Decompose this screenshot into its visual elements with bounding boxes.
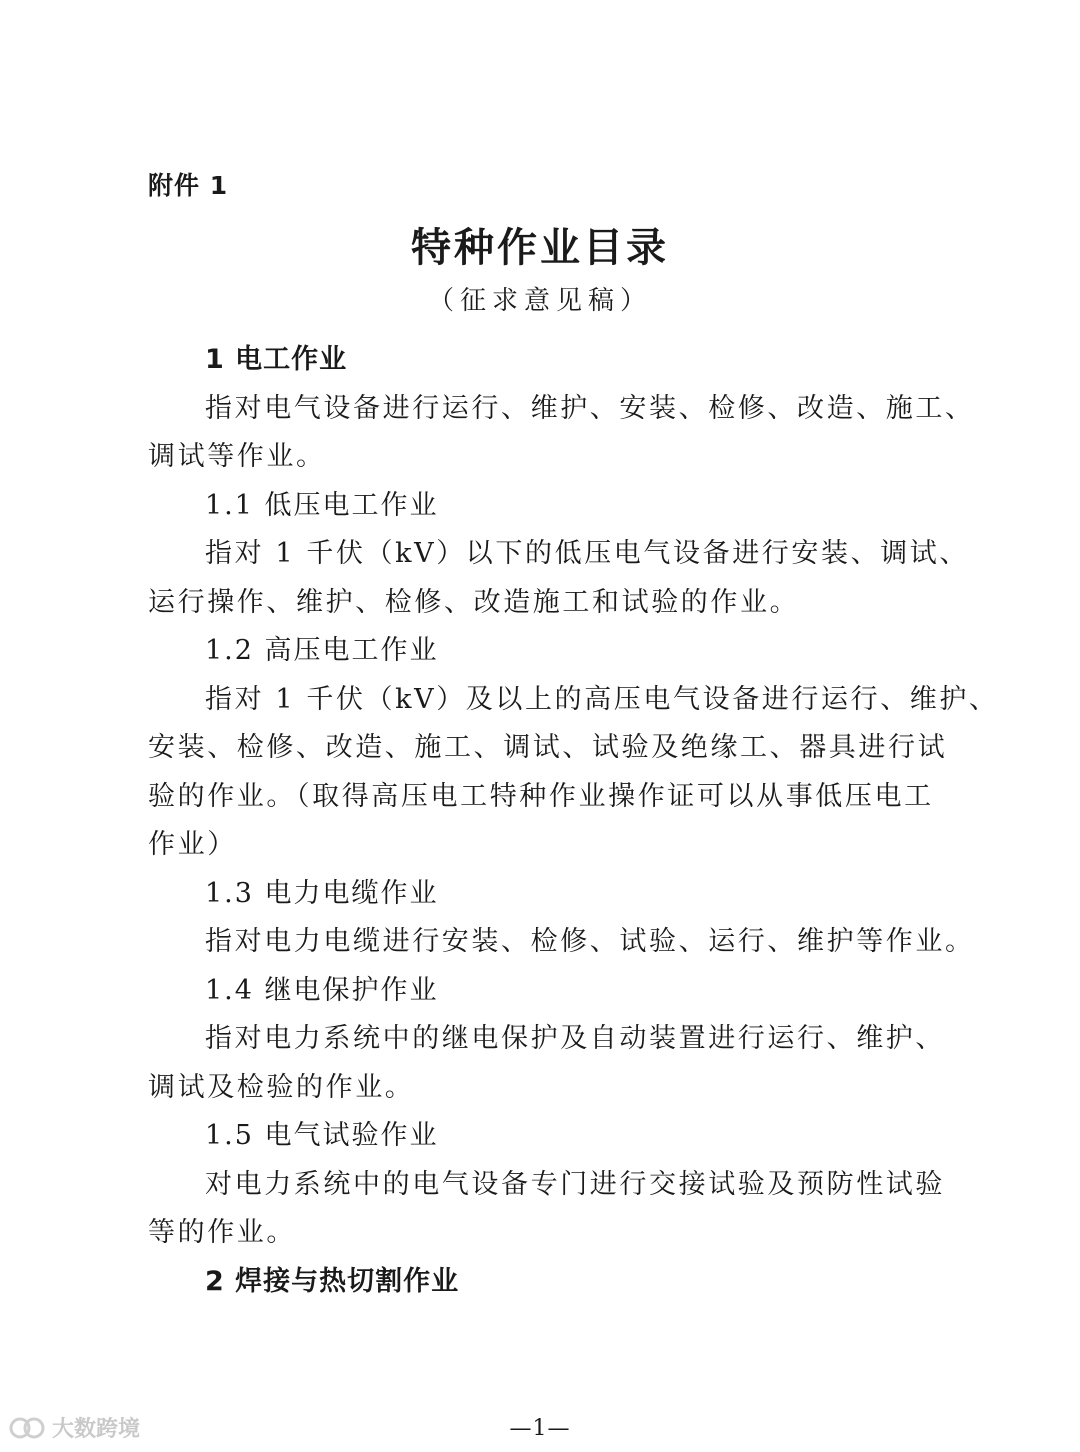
page-title: 特种作业目录 — [411, 225, 669, 271]
paragraph-line: 调试及检验的作业。 — [148, 1071, 415, 1103]
paragraph-line: 验的作业。（取得高压电工特种作业操作证可以从事低压电工 — [148, 780, 934, 812]
page-number: —1— — [509, 1416, 571, 1441]
paragraph-line: 对电力系统中的电气设备专门进行交接试验及预防性试验 — [205, 1168, 945, 1200]
subsection-heading: 1.4 继电保护作业 — [205, 974, 439, 1006]
subsection-heading: 1.5 电气试验作业 — [205, 1120, 439, 1151]
subsection-heading: 1.3 电力电缆作业 — [205, 877, 439, 909]
watermark-text: 大数跨境 — [52, 1417, 141, 1442]
subsection-heading: 1.2 高压电工作业 — [205, 635, 439, 666]
subsection-heading: 1.1 低压电工作业 — [205, 489, 439, 521]
section-heading: 2 焊接与热切割作业 — [205, 1265, 460, 1297]
paragraph-line: 安装、检修、改造、施工、调试、试验及绝缘工、器具进行试 — [148, 732, 948, 763]
paragraph-line: 指对电力电缆进行安装、检修、试验、运行、维护等作业。 — [205, 926, 975, 957]
paragraph-line: 调试等作业。 — [148, 441, 326, 472]
document-body — [148, 336, 999, 1306]
page-subtitle: （征求意见稿） — [427, 286, 652, 316]
paragraph-line: 指对电力系统中的继电保护及自动装置进行运行、维护、 — [205, 1023, 945, 1054]
section-heading: 1 电工作业 — [205, 344, 348, 375]
paragraph-line: 指对电气设备进行运行、维护、安装、检修、改造、施工、 — [205, 392, 975, 424]
paragraph-line: 作业） — [148, 829, 237, 860]
paragraph-line: 指对 1 千伏（kV）及以上的高压电气设备进行运行、维护、 — [205, 683, 999, 715]
attachment-label: 附件 1 — [148, 171, 229, 200]
paragraph-line: 等的作业。 — [148, 1217, 296, 1248]
paragraph-line: 指对 1 千伏（kV）以下的低压电气设备进行安装、调试、 — [205, 538, 970, 569]
paragraph-line: 运行操作、维护、检修、改造施工和试验的作业。 — [148, 586, 800, 618]
